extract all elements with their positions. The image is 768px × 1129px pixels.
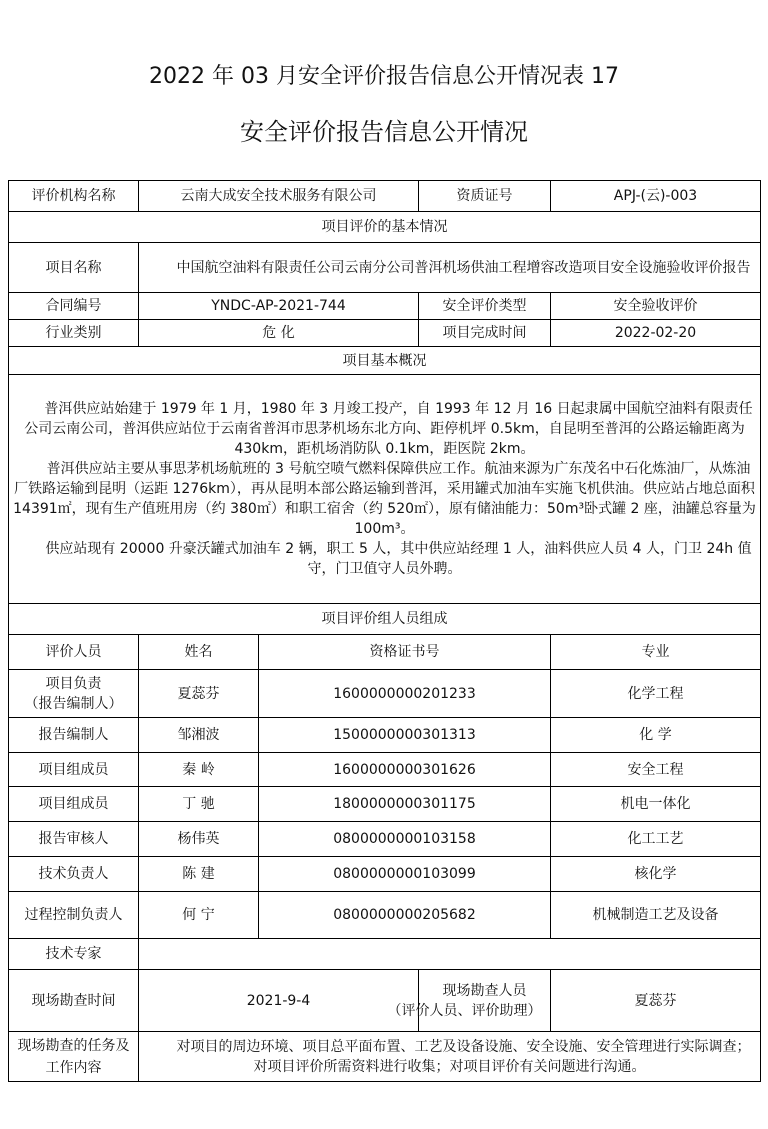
site-people-label-line1: 现场勘查人员 bbox=[442, 982, 527, 999]
member-name: 夏蕊芬 bbox=[139, 670, 259, 718]
eval-type-value: 安全验收评价 bbox=[551, 293, 761, 320]
member-name: 邹湘波 bbox=[139, 718, 259, 753]
basic-section-title: 项目评价的基本情况 bbox=[9, 212, 761, 243]
org-label: 评价机构名称 bbox=[9, 181, 139, 212]
overview-text-row bbox=[9, 375, 761, 604]
table-row bbox=[9, 787, 761, 822]
team-section-row bbox=[9, 604, 761, 635]
document-title: 2022 年 03 月安全评价报告信息公开情况表 17 bbox=[149, 64, 619, 89]
project-name-value: 中国航空油料有限责任公司云南分公司普洱机场供油工程增容改造项目安全设施验收评价报告 bbox=[139, 243, 761, 293]
member-name: 丁 驰 bbox=[139, 787, 259, 822]
member-role: 项目组成员 bbox=[9, 787, 139, 822]
cert-label: 资质证号 bbox=[419, 181, 551, 212]
member-major: 核化学 bbox=[551, 857, 761, 892]
expert-label: 技术专家 bbox=[9, 939, 139, 970]
member-major: 化 学 bbox=[551, 718, 761, 753]
header-cert: 资格证书号 bbox=[259, 635, 551, 670]
table-row bbox=[9, 892, 761, 939]
table-row bbox=[9, 718, 761, 753]
expert-value bbox=[139, 939, 761, 970]
industry-label: 行业类别 bbox=[9, 320, 139, 347]
member-cert: 1800000000301175 bbox=[259, 787, 551, 822]
site-people-label-line2: （评价人员、评价助理） bbox=[387, 1002, 542, 1019]
header-name: 姓名 bbox=[139, 635, 259, 670]
member-major: 安全工程 bbox=[551, 753, 761, 787]
member-role: 过程控制负责人 bbox=[9, 892, 139, 939]
finish-time-value: 2022-02-20 bbox=[551, 320, 761, 347]
industry-row bbox=[9, 320, 761, 347]
table-row bbox=[9, 857, 761, 892]
overview-section-row bbox=[9, 347, 761, 375]
member-role: 报告审核人 bbox=[9, 822, 139, 857]
member-cert: 0800000000103158 bbox=[259, 822, 551, 857]
contract-row bbox=[9, 293, 761, 320]
eval-type-label: 安全评价类型 bbox=[419, 293, 551, 320]
project-name-label: 项目名称 bbox=[9, 243, 139, 293]
overview-text bbox=[9, 375, 761, 604]
site-people-value: 夏蕊芬 bbox=[551, 970, 761, 1032]
header-role: 评价人员 bbox=[9, 635, 139, 670]
overview-paragraph-1: 普洱供应站始建于 1979 年 1 月，1980 年 3 月竣工投产，自 1993 年 12 月 16 日起隶属中国航空油料有限责任公司云南公司，普洱供应站位于云南省普洱市思茅机场东北方向、距停机坪 0.5km，自昆明至普洱的公路运输距离为 430km，距机场消防队 0.1km，距医院 2km。 bbox=[24, 401, 753, 457]
contract-value: YNDC-AP-2021-744 bbox=[139, 293, 419, 320]
disclosure-table bbox=[8, 180, 761, 1082]
member-name: 秦 岭 bbox=[139, 753, 259, 787]
overview-paragraph-2: 普洱供应站主要从事思茅机场航班的 3 号航空喷气燃料保障供应工作。航油来源为广东茂名中石化炼油厂，从炼油厂铁路运输到昆明（运距 1276km），再从昆明本部公路运输到普洱，采用罐式加油车实施飞机供油。供应站占地总面积 14391㎡，现有生产值班用房（约 380㎡）和职工宿舍（约 520㎡），原有储油能力：50m³卧式罐 2 座，油罐总容量为 100m³。 bbox=[13, 461, 756, 537]
site-people-label bbox=[387, 970, 551, 1032]
member-cert: 1500000000301313 bbox=[259, 718, 551, 753]
cert-value: APJ-(云)-003 bbox=[551, 181, 761, 212]
site-time-label: 现场勘查时间 bbox=[9, 970, 139, 1032]
overview-section-title: 项目基本概况 bbox=[9, 347, 761, 375]
member-name: 杨伟英 bbox=[139, 822, 259, 857]
member-role: 项目组成员 bbox=[9, 753, 139, 787]
member-cert: 0800000000103099 bbox=[259, 857, 551, 892]
member-name: 陈 建 bbox=[139, 857, 259, 892]
contract-label: 合同编号 bbox=[9, 293, 139, 320]
member-cert: 0800000000205682 bbox=[259, 892, 551, 939]
member-cert: 1600000000301626 bbox=[259, 753, 551, 787]
project-name-row bbox=[9, 243, 761, 293]
finish-time-label: 项目完成时间 bbox=[419, 320, 551, 347]
table-row bbox=[9, 670, 761, 718]
table-row bbox=[9, 753, 761, 787]
table-row bbox=[9, 822, 761, 857]
org-value: 云南大成安全技术服务有限公司 bbox=[139, 181, 419, 212]
industry-value: 危 化 bbox=[139, 320, 419, 347]
task-label: 现场勘查的任务及工作内容 bbox=[9, 1032, 139, 1082]
task-row bbox=[9, 1032, 761, 1082]
team-section-title: 项目评价组人员组成 bbox=[9, 604, 761, 635]
expert-row bbox=[9, 939, 761, 970]
site-time-value: 2021-9-4 bbox=[139, 970, 419, 1032]
document-subtitle: 安全评价报告信息公开情况 bbox=[240, 118, 528, 146]
org-row bbox=[9, 181, 761, 212]
member-major: 机电一体化 bbox=[551, 787, 761, 822]
basic-section-row bbox=[9, 212, 761, 243]
task-value: 对项目的周边环境、项目总平面布置、工艺及设备设施、安全设施、安全管理进行实际调查；对项目评价所需资料进行收集；对项目评价有关问题进行沟通。 bbox=[139, 1032, 761, 1082]
team-header-row bbox=[9, 635, 761, 670]
member-role: 报告编制人 bbox=[9, 718, 139, 753]
header-major: 专业 bbox=[551, 635, 761, 670]
member-major: 化学工程 bbox=[551, 670, 761, 718]
member-role: 项目负责 （报告编制人） bbox=[9, 670, 139, 718]
member-major: 机械制造工艺及设备 bbox=[551, 892, 761, 939]
member-cert: 1600000000201233 bbox=[259, 670, 551, 718]
overview-paragraph-3: 供应站现有 20000 升豪沃罐式加油车 2 辆，职工 5 人，其中供应站经理 1 人，油料供应人员 4 人，门卫 24h 值守，门卫值守人员外聘。 bbox=[45, 541, 752, 577]
member-major: 化工工艺 bbox=[551, 822, 761, 857]
member-name: 何 宁 bbox=[139, 892, 259, 939]
site-row bbox=[9, 970, 761, 1032]
member-role: 技术负责人 bbox=[9, 857, 139, 892]
